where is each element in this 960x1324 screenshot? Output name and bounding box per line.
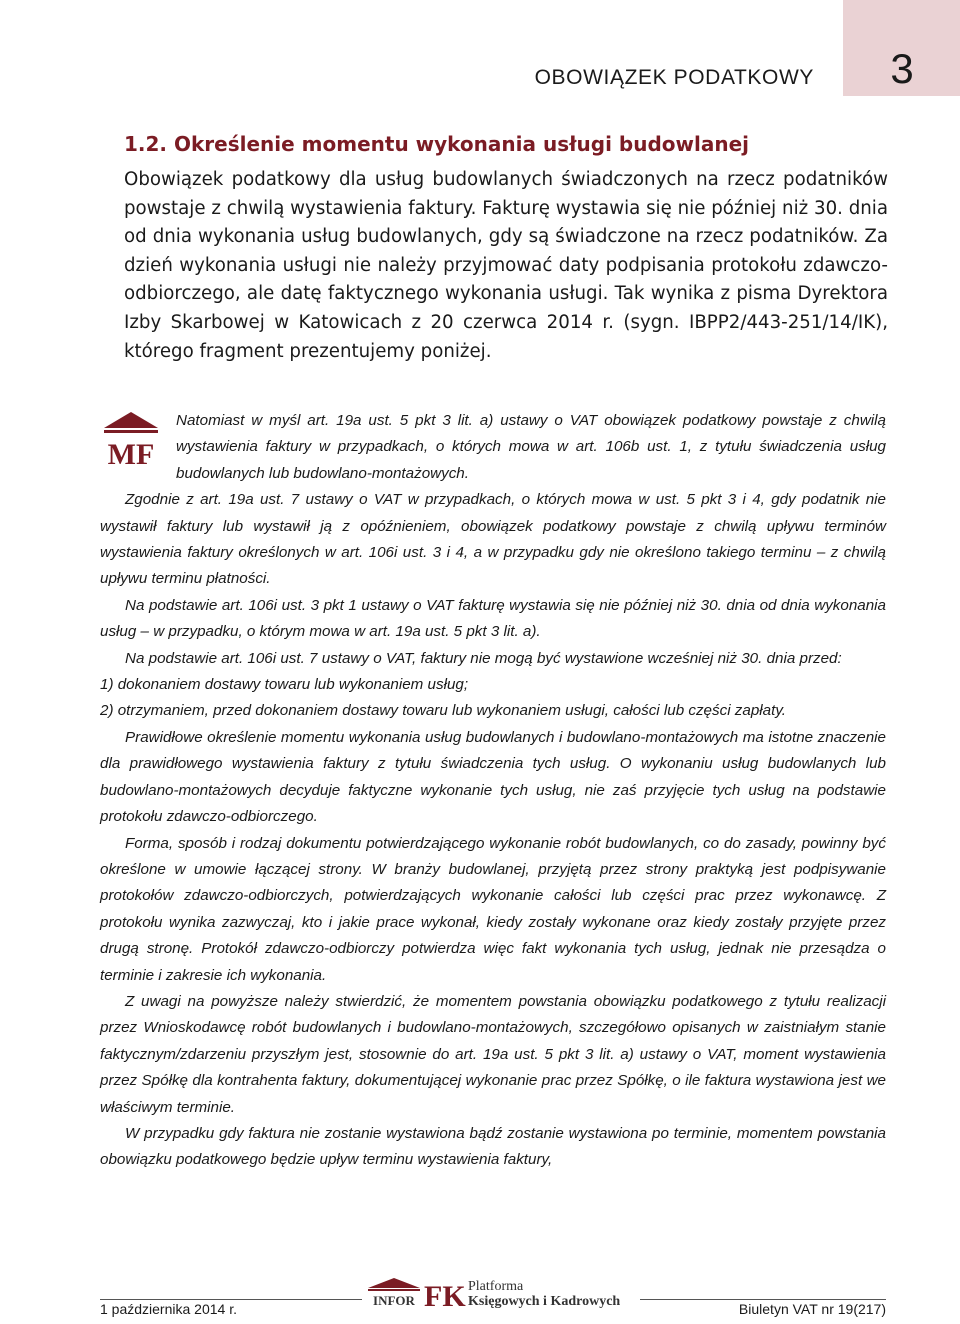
quote-paragraph: Z uwagi na powyższe należy stwierdzić, że momentem powstania obowiązku podatkowego z tytułu realizacji przez Wnioskodawcę robót budowlanych i budowlano-montażowych, szczegółowo opisanych w zaistniałym stanie faktycznym/zdarzeniu przyszłym jest, stosownie do art. 19a ust. 5 pkt 3 lit. a) ustawy o VAT, moment wystawienia przez Spółkę dla kontrahenta faktury, dokumentującej wykonanie prac przez Spółkę, o ile faktura wystawiona jest we właściwym terminie. [100,992,886,1116]
quote-paragraph: Zgodnie z art. 19a ust. 7 ustawy o VAT w przypadkach, o których mowa w ust. 5 pkt 3 i 4, gdy podatnik nie wystawił faktury lub wystawił ją z opóźnieniem, obowiązek podatkowy powstaje z chwilą upływu terminów wystawienia faktury określonych w art. 106i ust. 3 i 4, a w przypadku gdy nie określono takiego terminu – z chwilą upływu terminu płatności. [100,491,886,588]
lead-paragraph: Obowiązek podatkowy dla usług budowlanych świadczonych na rzecz podatników powstaje z chwilą wystawienia faktury. Fakturę wystawia się nie później niż 30. dnia od dnia wykonania usług budowlanych, gdy są świadczone na rzecz podatników. Za dzień wykonania usługi nie należy przyjmować daty podpisania protokołu zdawczo-odbiorczego, ale datę faktycznego wykonania usługi. Tak wynika z pisma Dyrektora Izby Skarbowej w Katowicach z 20 czerwca 2014 r. (sygn. IBPP2/443-251/14/IK), którego fragment prezentujemy poniżej. [124,169,888,362]
footer-divider [100,1299,362,1300]
footer-date: 1 października 2014 r. [100,1301,237,1317]
section-heading: 1.2. Określenie momentu wykonania usługi budowlanej [124,132,749,156]
logo-line1-text: Platforma [468,1279,524,1294]
logo-fk-text: FK [424,1280,466,1310]
quote-list-item: 1) dokonaniem dostawy towaru lub wykonaniem usług; [100,676,469,694]
quote-list-item: 2) otrzymaniem, przed dokonaniem dostawy towaru lub wykonaniem usługi, całości lub części zapłaty. [100,702,787,720]
logo-infor-text: INFOR [373,1293,415,1308]
logo-line2-text: Księgowych i Kadrowych [468,1294,621,1309]
footer-divider [640,1299,886,1300]
quote-paragraph: Na podstawie art. 106i ust. 7 ustawy o VAT, faktury nie mogą być wystawione wcześniej niż 30. dnia przed: [125,649,842,667]
chapter-number: 3 [890,45,914,92]
quote-paragraph: W przypadku gdy faktura nie zostanie wystawiona bądź zostanie wystawiona po terminie, momentem powstania obowiązku podatkowego będzie upływ terminu wystawienia faktury, [100,1124,886,1169]
quote-paragraph: Prawidłowe określenie momentu wykonania usług budowlanych i budowlano-montażowych ma istotne znaczenie dla prawidłowego wystawienia faktury z tytułu świadczenia tych usług. O wykonaniu usług budowlanych lub budowlano-montażowych decyduje faktyczne wykonanie tych usług, nie zaś przyjęcie tych usług na podstawie protokołu zdawczo-odbiorczego. [100,728,886,826]
quote-paragraph: Na podstawie art. 106i ust. 3 pkt 1 ustawy o VAT fakturę wystawia się nie później niż 30. dnia od dnia wykonania usług – w przypadku, o którym mowa w art. 19a ust. 5 pkt 3 lit. a). [100,596,886,641]
footer-issue: Biuletyn VAT nr 19(217) [738,1301,886,1317]
running-head: OBOWIĄZEK PODATKOWY [534,66,814,89]
infor-fk-logo-icon [364,1276,638,1310]
quote-paragraph: Natomiast w myśl art. 19a ust. 5 pkt 3 lit. a) ustawy o VAT obowiązek podatkowy powstaje z chwilą wystawienia faktury w przypadkach, o których mowa w art. 106b ust. 1, z tytułu świadczenia usług budowlanych lub budowlano-montażowych. [176,412,886,482]
mf-logo-text: MF [107,438,155,471]
quote-paragraph: Forma, sposób i rodzaj dokumentu potwierdzającego wykonanie robót budowlanych, co do zasady, powinny być określone w umowie łączącej strony. W branży budowlanej, przyjętą przez strony praktyką jest podpisywanie protokołów zdawczo-odbiorczych, potwierdzających wykonanie całości lub części prac przez wykonawcę. Z protokołu wynika zazwyczaj, kto i jakie prace wykonał, kiedy zostały wykonane oraz kiedy zostały przyjęte przez drugą stronę. Protokół zdawczo-odbiorczy potwierdza więc fakt wykonania tych usług, jednak nie przesądza o terminie i zakresie ich wykonania. [100,834,886,984]
ministry-quote [100,408,886,1174]
